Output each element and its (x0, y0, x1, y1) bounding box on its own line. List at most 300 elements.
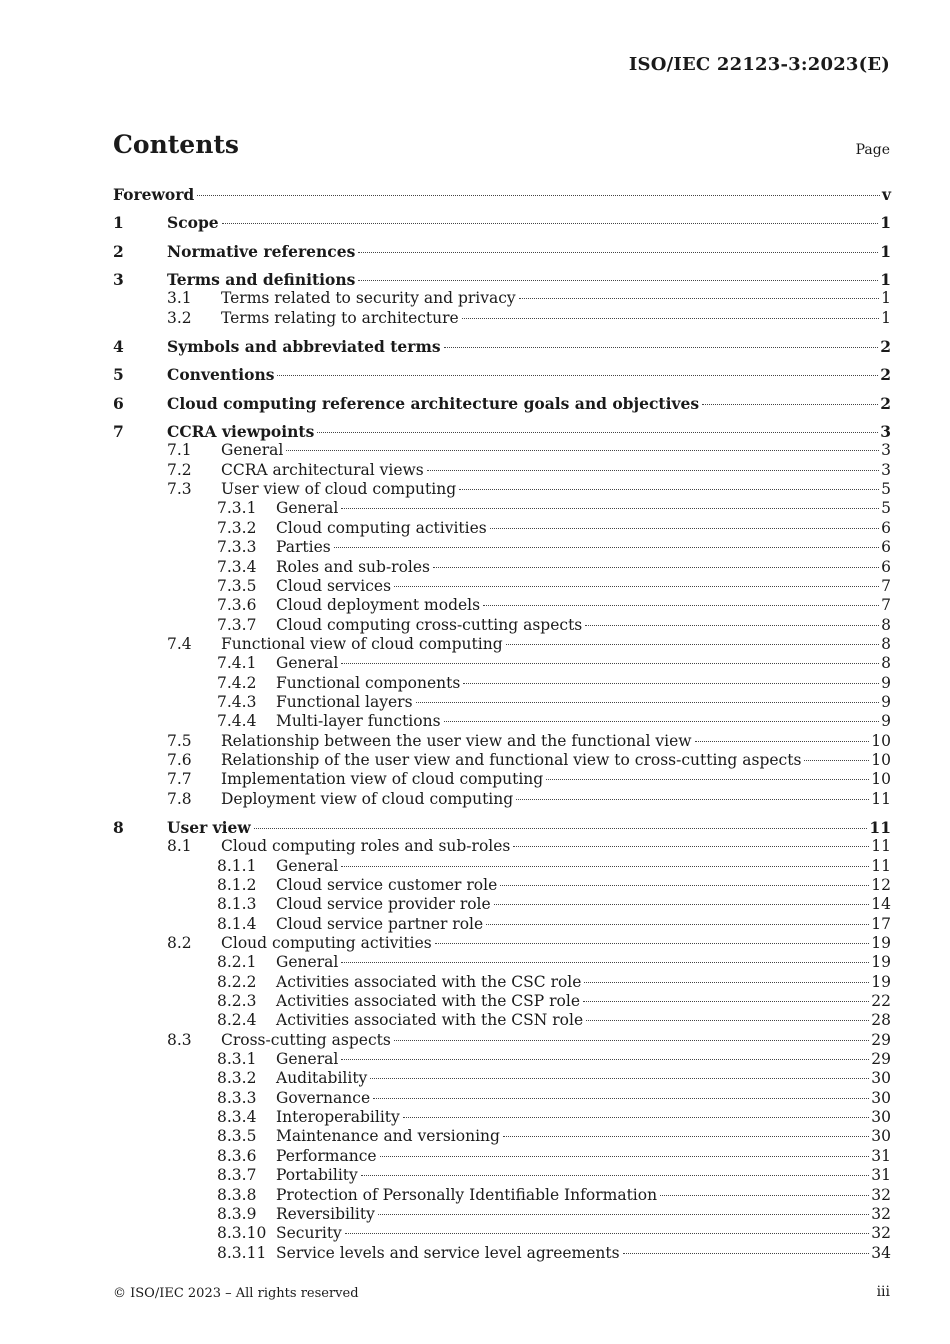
toc-entry-page: 9 (881, 673, 891, 692)
toc-entry-line (276, 693, 891, 712)
toc-entry-number: 8.3.4 (217, 1108, 257, 1127)
toc-entry-line (167, 337, 891, 356)
toc-dot-leader (341, 1059, 869, 1060)
toc-entry[interactable] (113, 1166, 891, 1185)
toc-entry[interactable] (113, 213, 891, 232)
toc-dot-leader (222, 223, 879, 224)
toc-entry[interactable] (113, 538, 891, 557)
toc-entry-page: 3 (881, 460, 891, 479)
toc-entry-line (276, 519, 891, 538)
toc-dot-leader (516, 799, 869, 800)
toc-entry-title: Service levels and service level agreements (276, 1243, 620, 1262)
toc-entry-title: Cloud computing reference architecture goals and objectives (167, 393, 700, 413)
toc-dot-leader (394, 586, 879, 587)
toc-entry-line (221, 1031, 891, 1050)
toc-entry-number: 8.1.1 (217, 856, 257, 875)
toc-entry-title: Conventions (167, 365, 275, 385)
toc-entry-page: 32 (871, 1185, 891, 1204)
toc-entry-number: 8.3.7 (217, 1166, 257, 1185)
toc-entry-page: 31 (871, 1146, 891, 1165)
toc-entry-line (276, 895, 891, 914)
toc-entry-page: v (881, 185, 891, 204)
toc-entry-number: 3.2 (167, 308, 192, 327)
toc-entry-title: Performance (276, 1146, 377, 1165)
toc-entry-number: 7.3.5 (217, 576, 257, 595)
toc-entry-title: Cloud computing cross-cutting aspects (276, 615, 583, 634)
toc-entry[interactable] (113, 770, 891, 789)
toc-entry-title: CCRA architectural views (221, 460, 424, 479)
toc-entry-line (167, 365, 891, 384)
toc-dot-leader (341, 663, 879, 664)
toc-entry[interactable] (113, 185, 891, 204)
toc-entry[interactable] (113, 499, 891, 518)
toc-dot-leader (519, 298, 879, 299)
toc-entry-line (276, 1244, 891, 1263)
toc-dot-leader (494, 904, 870, 905)
toc-entry-line (167, 422, 891, 441)
toc-dot-leader (695, 741, 870, 742)
toc-entry-line (276, 712, 891, 731)
toc-entry-line (276, 915, 891, 934)
toc-entry-page: 6 (881, 518, 891, 537)
toc-entry-title: Implementation view of cloud computing (221, 770, 544, 789)
toc-entry[interactable] (113, 519, 891, 538)
toc-entry-title: Terms relating to architecture (221, 308, 459, 327)
toc-entry-number: 1 (113, 213, 124, 233)
toc-entry-number: 8.3.11 (217, 1243, 267, 1262)
toc-dot-leader (586, 1020, 869, 1021)
toc-entry-number: 7.7 (167, 770, 192, 789)
toc-entry-page: 19 (871, 934, 891, 953)
toc-dot-leader (444, 347, 879, 348)
toc-dot-leader (341, 508, 879, 509)
toc-dot-leader (585, 625, 879, 626)
toc-dot-leader (435, 943, 870, 944)
toc-entry-title: Cloud computing activities (276, 518, 487, 537)
toc-entry-title: Cross-cutting aspects (221, 1030, 391, 1049)
toc-dot-leader (317, 432, 878, 433)
toc-entry-number: 8.3.5 (217, 1127, 257, 1146)
toc-entry[interactable] (113, 915, 891, 934)
toc-entry[interactable] (113, 596, 891, 615)
toc-dot-leader (444, 721, 880, 722)
toc-entry-number: 6 (113, 393, 124, 413)
toc-entry-title: Cloud deployment models (276, 596, 481, 615)
toc-entry-number: 4 (113, 337, 124, 357)
toc-entry-number: 7.3.1 (217, 499, 257, 518)
toc-entry[interactable] (113, 422, 891, 441)
toc-dot-leader (345, 1233, 869, 1234)
toc-dot-leader (427, 470, 879, 471)
toc-entry-page: 11 (871, 856, 891, 875)
toc-dot-leader (500, 885, 869, 886)
toc-entry[interactable] (113, 1127, 891, 1146)
toc-entry-line (276, 876, 891, 895)
toc-entry-line (167, 242, 891, 261)
toc-entry-page: 19 (871, 953, 891, 972)
toc-entry-title: Foreword (113, 185, 195, 204)
toc-dot-leader (506, 644, 880, 645)
toc-dot-leader (546, 779, 869, 780)
toc-entry[interactable] (113, 1050, 891, 1069)
toc-entry-line (276, 1224, 891, 1243)
toc-dot-leader (254, 828, 868, 829)
toc-dot-leader (584, 982, 869, 983)
toc-dot-leader (286, 450, 879, 451)
toc-entry-number: 7.3.6 (217, 596, 257, 615)
toc-entry-page: 8 (881, 634, 891, 653)
toc-entry-line (276, 654, 891, 673)
toc-entry-number: 8.2 (167, 934, 192, 953)
toc-entry-title: Roles and sub-roles (276, 557, 431, 576)
page-column-label: Page (855, 142, 890, 158)
toc-entry-title: User view of cloud computing (221, 480, 457, 499)
toc-entry-title: Reversibility (276, 1204, 375, 1223)
toc-dot-leader (341, 962, 869, 963)
toc-entry[interactable] (113, 635, 891, 654)
toc-entry[interactable] (113, 1147, 891, 1166)
toc-entry[interactable] (113, 309, 891, 328)
toc-entry-page: 30 (871, 1088, 891, 1107)
toc-entry-number: 7.2 (167, 460, 192, 479)
toc-entry-page: 1 (880, 241, 891, 261)
toc-entry-line (276, 577, 891, 596)
toc-entry-title: Terms related to security and privacy (221, 289, 516, 308)
toc-entry-page: 12 (871, 876, 891, 894)
toc-entry-page: 30 (871, 1108, 891, 1127)
toc-entry[interactable] (113, 712, 891, 731)
toc-entry-line (276, 674, 891, 693)
toc-dot-leader (197, 195, 880, 196)
toc-entry-title: Relationship between the user view and the functional view (221, 731, 692, 750)
toc-entry-line (276, 538, 891, 557)
toc-entry-page: 30 (871, 1069, 891, 1088)
toc-dot-leader (370, 1078, 869, 1079)
toc-entry-page: 10 (871, 750, 891, 769)
toc-entry-page: 29 (871, 1030, 891, 1049)
toc-entry[interactable] (113, 1011, 891, 1030)
toc-entry-line (221, 635, 891, 654)
toc-entry-number: 8.3.6 (217, 1146, 257, 1165)
toc-entry-title: Functional view of cloud computing (221, 634, 503, 653)
toc-entry[interactable] (113, 837, 891, 856)
toc-entry-title: Multi-layer functions (276, 712, 441, 731)
toc-entry-number: 7.4.3 (217, 692, 257, 711)
toc-entry-title: Cloud computing activities (221, 934, 432, 953)
toc-entry-line (276, 1011, 891, 1030)
toc-entry-number: 7.4.1 (217, 654, 257, 673)
toc-dot-leader (702, 404, 878, 405)
toc-entry[interactable] (113, 337, 891, 356)
toc-dot-leader (394, 1040, 869, 1041)
toc-entry[interactable] (113, 674, 891, 693)
toc-entry-title: Cloud service partner role (276, 914, 484, 933)
toc-entry-line (221, 441, 891, 460)
document-id: ISO/IEC 22123-3:2023(E) (628, 54, 890, 75)
toc-entry-number: 8.1 (167, 837, 192, 856)
toc-entry-number: 3 (113, 270, 124, 290)
toc-dot-leader (358, 280, 878, 281)
toc-entry[interactable] (113, 732, 891, 751)
toc-entry[interactable] (113, 394, 891, 413)
toc-entry-line (276, 1127, 891, 1146)
toc-entry-line (221, 480, 891, 499)
toc-entry-page: 1 (880, 270, 891, 290)
toc-entry[interactable] (113, 270, 891, 289)
toc-entry-line (276, 499, 891, 518)
toc-entry-line (276, 973, 891, 992)
toc-entry[interactable] (113, 790, 891, 809)
toc-entry[interactable] (113, 895, 891, 914)
toc-entry[interactable] (113, 1069, 891, 1088)
toc-entry-title: Normative references (167, 241, 356, 261)
toc-dot-leader (358, 252, 878, 253)
toc-entry-number: 7.8 (167, 789, 192, 808)
toc-entry-title: Parties (276, 538, 331, 557)
toc-entry-line (221, 837, 891, 856)
toc-entry-line (113, 185, 891, 204)
toc-dot-leader (804, 760, 869, 761)
toc-entry-title: Activities associated with the CSP role (276, 992, 581, 1011)
toc-dot-leader (416, 702, 880, 703)
toc-entry-title: Relationship of the user view and functional view to cross-cutting aspects (221, 750, 802, 769)
toc-entry-line (167, 213, 891, 232)
toc-dot-leader (462, 318, 879, 319)
toc-entry-title: General (276, 654, 339, 673)
toc-entry-title: General (221, 441, 284, 460)
toc-entry-title: Security (276, 1224, 342, 1243)
toc-entry-number: 7.4.2 (217, 673, 257, 692)
toc-entry-title: Symbols and abbreviated terms (167, 337, 441, 357)
toc-entry-title: Cloud computing roles and sub-roles (221, 837, 511, 856)
toc-entry-page: 1 (881, 289, 891, 308)
toc-entry-line (167, 394, 891, 413)
toc-entry-number: 3.1 (167, 289, 192, 308)
toc-entry[interactable] (113, 480, 891, 499)
toc-dot-leader (490, 528, 879, 529)
toc-entry-title: Deployment view of cloud computing (221, 789, 514, 808)
toc-entry-number: 8.3.8 (217, 1185, 257, 1204)
toc-dot-leader (341, 866, 869, 867)
toc-entry-line (276, 1069, 891, 1088)
toc-entry[interactable] (113, 953, 891, 972)
toc-entry-title: Cloud service provider role (276, 895, 491, 914)
toc-entry-page: 29 (871, 1050, 891, 1069)
toc-entry-line (221, 309, 891, 328)
toc-entry-title: General (276, 953, 339, 972)
toc-entry[interactable] (113, 365, 891, 384)
toc-entry-number: 7.4.4 (217, 712, 257, 731)
toc-entry-line (221, 934, 891, 953)
toc-entry-page: 1 (881, 308, 891, 327)
toc-entry-title: Protection of Personally Identifiable Information (276, 1185, 658, 1204)
toc-entry-line (276, 953, 891, 972)
toc-entry-page: 2 (880, 337, 891, 357)
toc-entry-number: 7.3 (167, 480, 192, 499)
toc-entry-number: 8.1.4 (217, 914, 257, 933)
toc-entry[interactable] (113, 992, 891, 1011)
toc-entry[interactable] (113, 242, 891, 261)
toc-entry-page: 5 (881, 480, 891, 499)
toc-entry-page: 1 (880, 213, 891, 233)
toc-entry-page: 9 (881, 712, 891, 731)
toc-entry-line (276, 1089, 891, 1108)
toc-entry-line (221, 751, 891, 770)
toc-dot-leader (403, 1117, 869, 1118)
toc-dot-leader (623, 1253, 870, 1254)
toc-dot-leader (583, 1001, 869, 1002)
toc-entry-title: Cloud service customer role (276, 876, 498, 894)
toc-entry-line (221, 732, 891, 751)
toc-entry-number: 8.2.4 (217, 1011, 257, 1030)
toc-dot-leader (373, 1098, 869, 1099)
toc-entry-title: General (276, 1050, 339, 1069)
toc-entry[interactable] (113, 558, 891, 577)
toc-entry-line (167, 270, 891, 289)
toc-entry-title: Cloud services (276, 576, 392, 595)
toc-entry-title: CCRA viewpoints (167, 422, 315, 442)
toc-entry-page: 32 (871, 1224, 891, 1243)
toc-entry[interactable] (113, 1031, 891, 1050)
toc-entry-line (221, 289, 891, 308)
toc-entry-number: 8.2.3 (217, 992, 257, 1011)
toc-entry-number: 8.3 (167, 1030, 192, 1049)
toc-entry-number: 7 (113, 422, 124, 442)
toc-entry[interactable] (113, 1089, 891, 1108)
toc-entry-line (276, 1147, 891, 1166)
toc-entry-title: General (276, 499, 339, 518)
toc-entry[interactable] (113, 1186, 891, 1205)
toc-entry-line (276, 1166, 891, 1185)
toc-entry-line (276, 992, 891, 1011)
toc-entry[interactable] (113, 616, 891, 635)
toc-entry-page: 2 (880, 365, 891, 385)
toc-entry[interactable] (113, 751, 891, 770)
toc-entry-title: Portability (276, 1166, 358, 1185)
toc-entry-number: 8.3.3 (217, 1088, 257, 1107)
toc-entry-page: 10 (871, 770, 891, 789)
toc-entry-title: Functional layers (276, 692, 413, 711)
table-of-contents (113, 185, 891, 1263)
toc-entry-title: User view (167, 817, 251, 837)
toc-entry[interactable] (113, 577, 891, 596)
toc-entry-number: 8.3.2 (217, 1069, 257, 1088)
toc-entry-title: Auditability (276, 1069, 368, 1088)
toc-entry-page: 30 (871, 1127, 891, 1146)
toc-entry-line (276, 596, 891, 615)
toc-entry-page: 6 (881, 557, 891, 576)
footer-page-number: iii (876, 1284, 890, 1300)
toc-entry-page: 5 (881, 499, 891, 518)
toc-dot-leader (463, 683, 879, 684)
toc-dot-leader (378, 1214, 869, 1215)
toc-dot-leader (380, 1156, 870, 1157)
toc-dot-leader (459, 489, 879, 490)
toc-entry-number: 8.3.10 (217, 1224, 267, 1243)
toc-entry-number: 7.6 (167, 750, 192, 769)
toc-entry-number: 5 (113, 365, 124, 385)
toc-dot-leader (483, 605, 879, 606)
toc-entry-number: 7.4 (167, 634, 192, 653)
toc-entry-number: 7.3.4 (217, 557, 257, 576)
toc-entry[interactable] (113, 1244, 891, 1263)
toc-entry-line (276, 1050, 891, 1069)
toc-entry-line (276, 1186, 891, 1205)
toc-entry-number: 8.2.1 (217, 953, 257, 972)
toc-entry-page: 32 (871, 1204, 891, 1223)
toc-entry-page: 8 (881, 654, 891, 673)
toc-entry-line (276, 857, 891, 876)
toc-entry[interactable] (113, 876, 891, 895)
toc-entry-title: General (276, 856, 339, 875)
toc-entry-page: 3 (880, 422, 891, 442)
toc-entry[interactable] (113, 693, 891, 712)
toc-entry-line (276, 1108, 891, 1127)
toc-entry-page: 14 (871, 895, 891, 914)
toc-entry[interactable] (113, 1205, 891, 1224)
toc-entry-number: 7.1 (167, 441, 192, 460)
toc-entry[interactable] (113, 934, 891, 953)
toc-entry-number: 8.1.2 (217, 876, 257, 894)
toc-dot-leader (433, 567, 879, 568)
toc-entry-line (276, 616, 891, 635)
toc-entry-page: 28 (871, 1011, 891, 1030)
toc-entry-title: Maintenance and versioning (276, 1127, 500, 1146)
toc-dot-leader (334, 547, 879, 548)
toc-entry-title: Scope (167, 213, 219, 233)
toc-entry-line (167, 818, 891, 837)
toc-dot-leader (660, 1195, 869, 1196)
contents-title: Contents (113, 130, 240, 159)
toc-entry-page: 9 (881, 692, 891, 711)
toc-entry[interactable] (113, 461, 891, 480)
toc-entry-number: 8.1.3 (217, 895, 257, 914)
toc-entry-line (276, 1205, 891, 1224)
toc-entry-title: Terms and definitions (167, 270, 356, 290)
toc-entry[interactable] (113, 818, 891, 837)
toc-entry-number: 7.3.3 (217, 538, 257, 557)
toc-entry[interactable] (113, 973, 891, 992)
toc-entry-title: Governance (276, 1088, 371, 1107)
toc-entry-page: 2 (880, 393, 891, 413)
toc-entry-line (221, 790, 891, 809)
toc-entry-line (221, 770, 891, 789)
toc-entry[interactable] (113, 857, 891, 876)
toc-entry-page: 19 (871, 972, 891, 991)
toc-entry-title: Activities associated with the CSN role (276, 1011, 584, 1030)
toc-entry-title: Interoperability (276, 1108, 400, 1127)
toc-entry[interactable] (113, 1224, 891, 1243)
toc-entry-number: 8.2.2 (217, 972, 257, 991)
toc-entry-page: 7 (881, 596, 891, 615)
footer-copyright: © ISO/IEC 2023 – All rights reserved (113, 1286, 359, 1301)
toc-dot-leader (486, 924, 869, 925)
toc-entry-page: 10 (871, 731, 891, 750)
toc-entry-page: 11 (869, 817, 891, 837)
toc-entry-number: 7.3.2 (217, 518, 257, 537)
toc-entry-line (276, 558, 891, 577)
toc-entry-number: 8.3.9 (217, 1204, 257, 1223)
toc-entry-page: 7 (881, 576, 891, 595)
toc-dot-leader (277, 375, 878, 376)
toc-entry[interactable] (113, 289, 891, 308)
toc-entry-page: 6 (881, 538, 891, 557)
toc-entry[interactable] (113, 654, 891, 673)
toc-entry[interactable] (113, 441, 891, 460)
toc-entry-page: 3 (881, 441, 891, 460)
toc-entry-page: 31 (871, 1166, 891, 1185)
toc-entry[interactable] (113, 1108, 891, 1127)
